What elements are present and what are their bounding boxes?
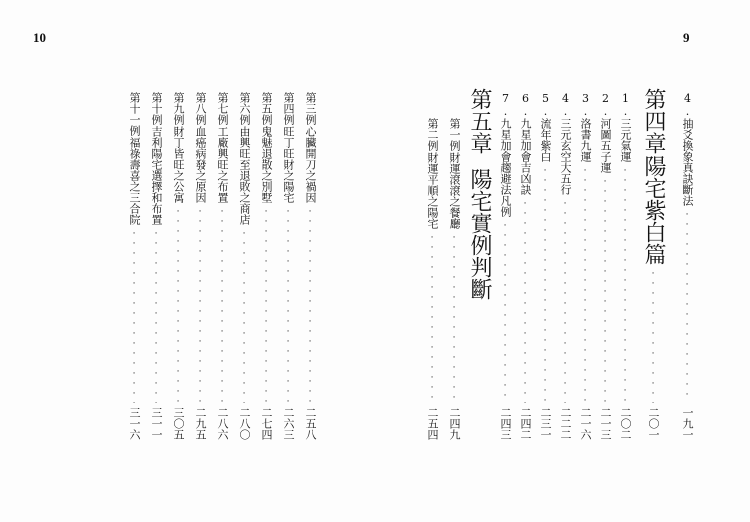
toc-entry (424, 118, 440, 440)
dot-leader (192, 207, 208, 403)
toc-entry (126, 92, 142, 440)
entry-title: 九星加會趨避法凡例 (499, 118, 512, 217)
toc-entry (302, 92, 318, 440)
chapter-page: 二〇一 (647, 407, 660, 440)
entry-label: 第六例 (238, 92, 251, 125)
toc-entry (192, 92, 208, 440)
dot-leader (170, 207, 186, 403)
toc-entry (170, 92, 186, 440)
entry-title: 血癌病發之原因 (194, 126, 207, 204)
toc-entry (557, 92, 573, 440)
dot-leader (214, 207, 230, 403)
entry-page: 三一一 (150, 407, 163, 440)
toc-entry (537, 92, 553, 440)
entry-title: 三元氣運 (619, 118, 632, 162)
toc-entry (577, 92, 593, 440)
entry-title: 河圖五子運 (599, 118, 612, 173)
entry-page: 三一六 (128, 407, 141, 440)
dot-leader (497, 221, 513, 403)
entry-label: 第五例 (260, 92, 273, 125)
entry-page: 二四三 (499, 407, 512, 440)
toc-entry (148, 92, 164, 440)
entry-label: 7. (499, 92, 512, 118)
entry-title: 三元玄空大五行 (559, 118, 572, 195)
entry-title: 福祿壽喜之三合院 (128, 137, 141, 226)
entry-page: 二四二 (519, 407, 532, 440)
entry-page: 二〇二 (619, 407, 632, 440)
entry-title: 旺丁旺財之陽宅 (282, 126, 295, 204)
toc-entry (497, 92, 513, 440)
toc-entry (214, 92, 230, 440)
entry-title: 洛書九運 (579, 118, 592, 162)
entry-page: 二六三 (282, 407, 295, 440)
toc-entry (679, 92, 695, 440)
entry-label: 第二例 (426, 118, 439, 151)
dot-leader (679, 210, 695, 403)
left-page-number: 10 (33, 30, 46, 45)
entry-page: 二七四 (260, 407, 273, 440)
entry-page: 二八六 (216, 407, 229, 440)
entry-label: 3. (579, 92, 592, 118)
chapter-title: 陽宅實例判斷 (467, 168, 492, 300)
dot-leader (148, 229, 164, 403)
entry-title: 鬼魅退散之別墅 (260, 126, 273, 204)
toc-entry (446, 118, 462, 440)
toc-entry (617, 92, 633, 440)
entry-title: 工廠興旺之布置 (216, 126, 229, 204)
chapter-title: 陽宅紫白篇 (641, 155, 666, 266)
entry-page: 二九五 (194, 407, 207, 440)
toc-entry (236, 92, 252, 440)
dot-leader (617, 166, 633, 403)
entry-page: 二一六 (579, 407, 592, 440)
entry-label: 第七例 (216, 92, 229, 125)
entry-label: 第九例 (172, 92, 185, 125)
entry-title: 吉利陽宅選擇和布置 (150, 126, 163, 226)
chapter-heading (466, 88, 492, 328)
entry-page: 二二二 (559, 407, 572, 440)
entry-label: 1. (619, 92, 632, 118)
entry-title: 流年紫白 (539, 118, 552, 162)
dot-leader (424, 233, 440, 403)
chapter-label: 第四章 (641, 88, 666, 154)
entry-title: 九星加會吉凶訣 (519, 118, 532, 195)
entry-label: 5. (539, 92, 552, 118)
entry-page: 二五四 (426, 407, 439, 440)
entry-page: 二八〇 (238, 407, 251, 440)
entry-title: 抽爻換象真訣斷法 (681, 118, 694, 206)
entry-label: 第四例 (282, 92, 295, 125)
dot-leader (577, 166, 593, 403)
entry-title: 財運滾滾之餐廳 (448, 152, 461, 230)
dot-leader (597, 177, 613, 403)
entry-label: 第十一例 (128, 92, 141, 136)
dot-leader (537, 166, 553, 403)
entry-label: 第八例 (194, 92, 207, 125)
entry-title: 心臟開刀之禍因 (304, 126, 317, 204)
dot-leader (517, 199, 533, 403)
entry-page: 二三一 (539, 407, 552, 440)
entry-title: 財丁皆旺之公寓 (172, 126, 185, 204)
dot-leader (446, 233, 462, 403)
entry-title: 財運平順之陽宅 (426, 152, 439, 230)
entry-label: 第三例 (304, 92, 317, 125)
entry-label: 4. (681, 92, 694, 118)
entry-page: 一九一 (681, 407, 694, 440)
dot-leader (557, 199, 573, 403)
entry-label: 4. (559, 92, 572, 118)
chapter-label: 第五章 (467, 88, 492, 154)
entry-label: 6. (519, 92, 532, 118)
entry-label: 2. (599, 92, 612, 118)
entry-label: 第一例 (448, 118, 461, 151)
entry-page: 三〇五 (172, 407, 185, 440)
chapter-heading (640, 88, 666, 440)
dot-leader (302, 207, 318, 403)
toc-entry (517, 92, 533, 440)
right-page-number: 9 (683, 30, 690, 45)
toc-entry (280, 92, 296, 440)
dot-leader (126, 229, 142, 403)
dot-leader (280, 207, 296, 403)
entry-page: 二四九 (448, 407, 461, 440)
dot-leader (236, 229, 252, 403)
dot-leader (640, 269, 666, 403)
entry-label: 第十例 (150, 92, 163, 125)
entry-page: 二五八 (304, 407, 317, 440)
toc-entry (258, 92, 274, 440)
toc-entry (597, 92, 613, 440)
dot-leader (258, 207, 274, 403)
entry-title: 由興旺至退敗之商店 (238, 126, 251, 226)
entry-page: 二一三 (599, 407, 612, 440)
